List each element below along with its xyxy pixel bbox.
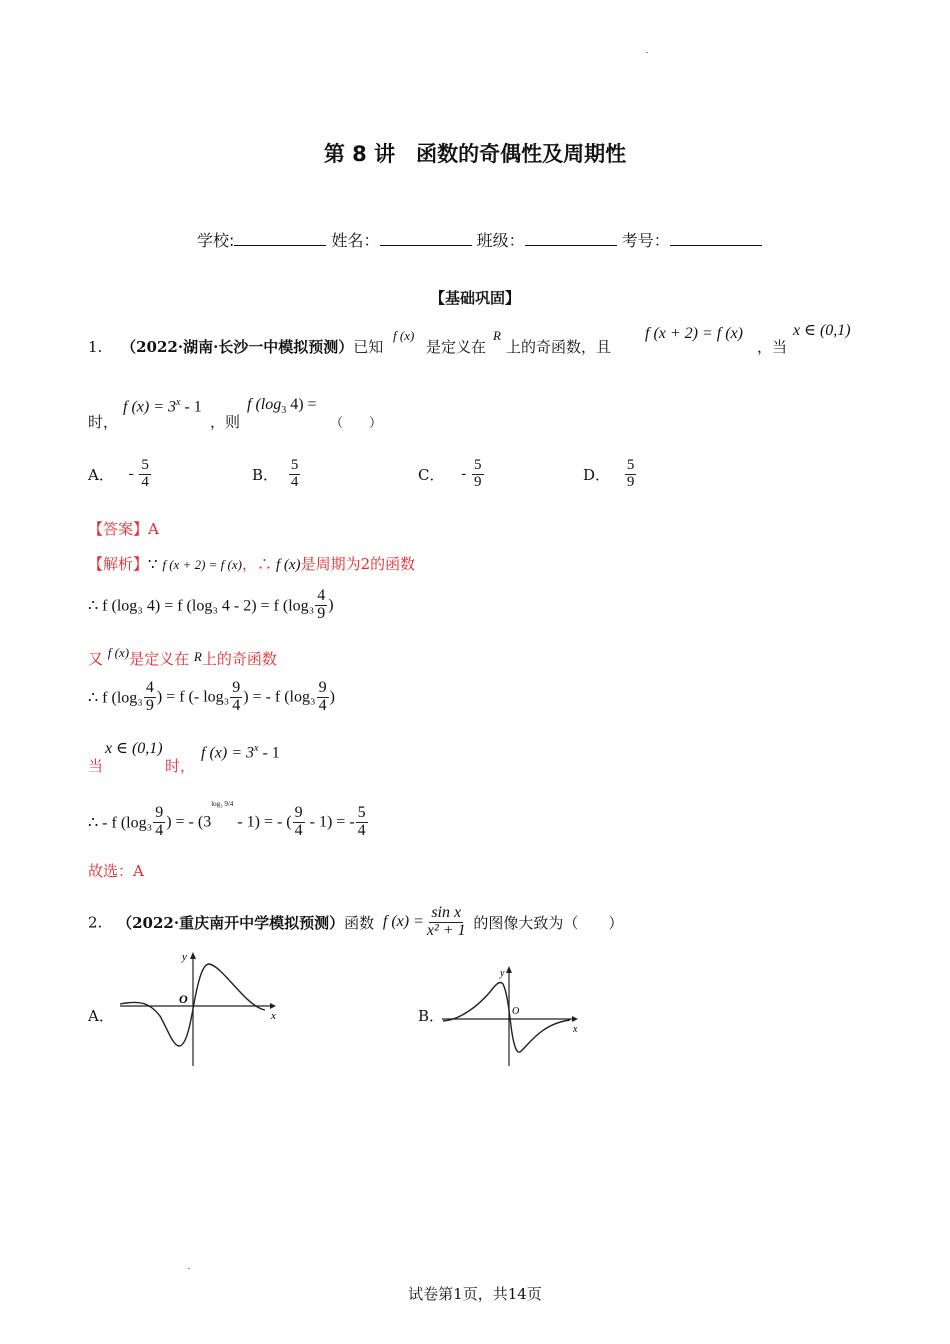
q1-final-choice: 故选：A bbox=[88, 862, 144, 880]
q2-option-b-label[interactable]: B． bbox=[418, 1007, 445, 1025]
q2-option-b-graph[interactable] bbox=[440, 962, 585, 1070]
q2-option-a-graph[interactable] bbox=[115, 948, 280, 1070]
analysis-tag: 【解析】 bbox=[88, 555, 149, 573]
q1-answer: 【答案】A bbox=[88, 520, 159, 538]
q1-analysis-line6: ∴ - f (log₃ $\frac{9}{4}$ ) = - $(3^{log_3 9/4} - 1)$ = - ( $\frac{9}{4}$ - 1) = - $\frac{5}{4}$ bbox=[88, 800, 366, 839]
q1-analysis-definition: f $(x) = 3^x - 1$ bbox=[201, 743, 280, 762]
q1-option-d[interactable]: D． $\frac{5}{9}$ bbox=[583, 457, 635, 490]
class-label: 班级： bbox=[476, 231, 525, 250]
name-blank[interactable] bbox=[380, 231, 472, 246]
q2-option-a-label[interactable]: A． bbox=[88, 1007, 114, 1025]
y-axis-arrow bbox=[506, 966, 512, 973]
school-label: 学校: bbox=[197, 231, 235, 250]
page-title: 第 8 讲 函数的奇偶性及周期性 bbox=[323, 142, 627, 166]
y-label: y bbox=[500, 968, 505, 979]
q1-question-expression: f ($\log_3$ 4) = bbox=[247, 396, 317, 417]
q1-source: （2022·湖南·长沙一中模拟预测） bbox=[121, 338, 354, 356]
origin-label: O bbox=[179, 992, 188, 1006]
x-axis-arrow bbox=[572, 1016, 578, 1022]
origin-label: O bbox=[512, 1006, 520, 1017]
q1-text-a: 已知 bbox=[353, 338, 384, 356]
x-axis-arrow bbox=[270, 1003, 276, 1009]
q1-definition: f $(x) = 3^x - 1$ bbox=[123, 397, 202, 416]
option-c-fraction: $\frac{5}{9}$ bbox=[474, 457, 482, 490]
q1-text-f: ，则 bbox=[210, 413, 241, 431]
q1-analysis-line3: 又 f (x)是定义在 R上的奇函数 bbox=[88, 645, 277, 668]
option-b-fraction: $\frac{5}{4}$ bbox=[290, 457, 299, 490]
q1-fx: f (x) bbox=[393, 328, 415, 343]
q1-domain: x ∈ (0,1) bbox=[793, 322, 851, 339]
q1-option-b[interactable]: B． $\frac{5}{4}$ bbox=[252, 457, 299, 490]
q1-analysis-line2: ∴ f (log₃ 4) = f (log₃ 4 - 2) = f (log₃ $\frac{4}{9}$ ) bbox=[88, 587, 334, 622]
name-label: 姓名： bbox=[331, 231, 380, 250]
q2-function-fraction: $\frac{\text{sin x}}{\text{x² + 1}}$ bbox=[426, 904, 466, 939]
y-label: y bbox=[182, 951, 187, 963]
q1-option-c[interactable]: C． - $\frac{5}{9}$ bbox=[418, 457, 482, 490]
class-blank[interactable] bbox=[525, 231, 617, 246]
section-heading: 【基础巩固】 bbox=[429, 289, 520, 307]
student-info-line bbox=[197, 228, 762, 251]
q2-source: （2022·重庆南开中学模拟预测） bbox=[117, 913, 345, 932]
q1-analysis-domain: x ∈ (0,1) bbox=[105, 740, 163, 757]
q1-text-e: 时， bbox=[88, 413, 119, 431]
q2-number: 2. bbox=[88, 913, 103, 932]
exam-number-label: 考号： bbox=[621, 231, 670, 250]
q1-text-d: ，当 bbox=[757, 338, 788, 356]
q1-period-equation: f (x + 2) = f (x) bbox=[645, 325, 743, 342]
x-label: x bbox=[271, 1010, 276, 1022]
q1-analysis-line5-mid: 时， bbox=[165, 757, 196, 775]
y-axis-arrow bbox=[190, 952, 196, 959]
q1-R: R bbox=[493, 328, 501, 343]
q1-analysis-line1: 【解析】∵ f (x + 2) = f (x)，∴ f (x)是周期为2的函数 bbox=[88, 555, 416, 573]
q1-answer-paren: （ ） bbox=[330, 416, 383, 431]
q1-text-b: 是定义在 bbox=[426, 338, 487, 356]
q2-stem: 2. （2022·重庆南开中学模拟预测）函数 f (x) = $\frac{\text{sin x}}{\text{x² + 1}}$ 的图像大致为（ ） bbox=[88, 904, 624, 939]
option-a-fraction: $\frac{5}{4}$ bbox=[141, 457, 149, 490]
option-d-fraction: $\frac{5}{9}$ bbox=[626, 457, 635, 490]
school-blank[interactable] bbox=[234, 231, 326, 246]
scan-dot bbox=[188, 1268, 190, 1269]
scan-dot bbox=[646, 52, 648, 53]
q1-number: 1. bbox=[88, 338, 103, 356]
x-label: x bbox=[573, 1024, 578, 1035]
curve bbox=[443, 982, 570, 1052]
q1-option-a[interactable]: A． - $\frac{5}{4}$ bbox=[88, 457, 149, 490]
q1-analysis-line5-prefix: 当 bbox=[88, 757, 104, 775]
page-footer: 试卷第1页，共14页 bbox=[408, 1285, 542, 1303]
q1-analysis-line4: ∴ f (log₃ $\frac{4}{9}$ ) = f (- log₃ $\frac{9}{4}$ ) = - f (log₃ $\frac{9}{4}$ ) bbox=[88, 679, 335, 714]
q1-text-c: 上的奇函数，且 bbox=[506, 338, 612, 356]
q1-stem-line1 bbox=[88, 336, 383, 357]
exam-number-blank[interactable] bbox=[670, 231, 762, 246]
